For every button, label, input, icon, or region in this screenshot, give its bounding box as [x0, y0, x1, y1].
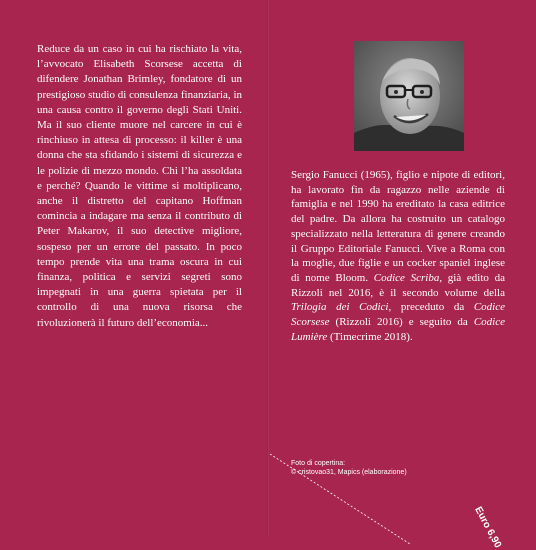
book-title-trilogia: Trilogia dei Codici [291, 301, 389, 314]
book-title-codice-lumiere: Codice Lumière [291, 316, 505, 343]
book-title-codice-scorsese: Codice Scorsese [291, 301, 505, 329]
bio-text-2: , già edito da Rizzoli nel 2016, è il secondo volume della [291, 271, 505, 299]
back-flap [0, 0, 267, 537]
price-label: Euro 6,90 [472, 505, 504, 550]
photo-credit [291, 459, 511, 477]
blurb-text: Reduce da un caso in cui ha rischiato la vita, l’avvocato Elisabeth Scorsese accetta di difendere Jonathan Brimley, fondatore di un prestigioso studio di consulenza finanziaria, in una causa contro il governo degli Stati Uniti. Ma il suo cliente muore nel carcere in cui è rinchiuso in attesa di processo: il killer è una donna che sta sfidando i sistemi di sicurezza e le polizie di mezzo mondo. Chi l’ha assoldata e perché? Quando le vittime si moltiplicano, anche il distretto del capitano Hoffman comincia a indagare ma senza il contributo di Peter Makarov, il suo detective migliore, sospeso per un errore del passato. In poco tempo prende vita una trama oscura in cui finanza, politica e servizi segreti sono impegnati in una guerra spietata per il controllo di una nuova risorsa che rivoluzionerà il futuro dell’economia... [37, 43, 242, 329]
bio-text-3: , preceduto da [388, 301, 474, 314]
bio-text-5: (Timecrime 2018). [327, 330, 413, 343]
author-bio [291, 168, 505, 344]
book-title-codice-scriba: Codice Scriba [373, 271, 440, 284]
bio-text-4: (Rizzoli 2016) e seguito da [329, 316, 474, 329]
author-photo [354, 41, 464, 151]
bio-text-1: Sergio Fanucci (1965), figlio e nipote di editori, ha lavorato fin da ragazzo nelle aziende di famiglia e nel 1990 ha ereditato la casa editrice del padre. Da allora ha costruito un catalogo specializzato nella letteratura di genere creando il Gruppo Editoriale Fanucci. Vive a Roma con la moglie, due figlie e un cocker spaniel inglese di nome Bloom. [291, 169, 505, 284]
author-portrait-icon [354, 41, 464, 151]
photo-credit-label: Foto di copertina: [291, 460, 346, 467]
photo-credit-owner: © cristovao31, Mapics (elaborazione) [291, 469, 407, 476]
